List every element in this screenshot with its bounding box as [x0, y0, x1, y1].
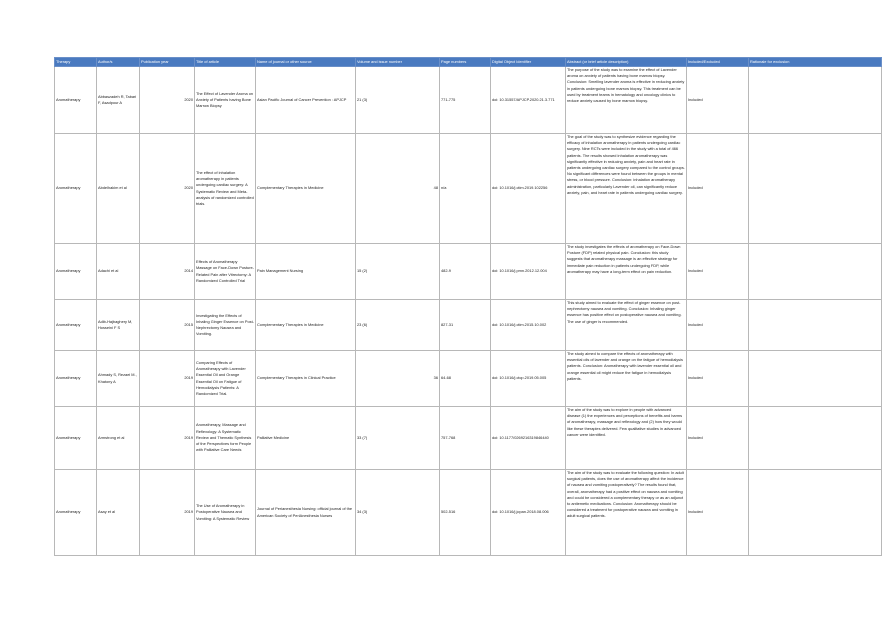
- table-row: [55, 300, 882, 351]
- cell-year: 2019: [140, 351, 195, 407]
- cell-abstract: The purpose of the study was to examine the effect of Lavender aroma on anxiety of patients having bone marrow biopsy. Conclusion: Smelling lavender aroma is effective in reducing anxiety in patients undergoing bone marrow biopsy. This treatment can be used by treatment teams in hematology and oncology clinics to reduce anxiety caused by bone marrow biopsy.: [566, 67, 687, 134]
- cell-abstract: The goal of the study was to synthesize evidence regarding the efficacy of inhalation aromatherapy in patients undergoing cardiac surgery. Nine RCTs were included in the study with a total of 466 patients. The results showed inhalation aromatherapy was significantly effective in reducing anxiety, pain and heart rate in patients undergoing cardiac surgery compared to the control groups. No significant differences were found between the groups in mental stress, or blood pressure. Conclusion: inhalation aromatherapy administration, particularly Lavender oil, can significantly reduce anxiety, pain, and heart rate in patients undergoing cardiac surgery.: [566, 134, 687, 244]
- cell-volume: 48: [356, 134, 440, 244]
- table-row: [55, 407, 882, 470]
- header-abstract: Abstract (or brief article description): [566, 58, 687, 67]
- header-rationale: Rationale for exclusion: [749, 58, 882, 67]
- cell-rationale: [749, 470, 882, 556]
- cell-therapy: Aromatherapy: [55, 300, 97, 351]
- cell-pages: 502-516: [440, 470, 491, 556]
- cell-volume: 23 (6): [356, 300, 440, 351]
- cell-therapy: Aromatherapy: [55, 351, 97, 407]
- cell-volume: 15 (2): [356, 244, 440, 300]
- cell-title: Aromatherapy, Massage and Reflexology: A Systematic Review and Thematic Synthesis of the Perspectives form People with Palliative Care Needs: [195, 407, 256, 470]
- header-therapy: Therapy: [55, 58, 97, 67]
- cell-volume: 36: [356, 351, 440, 407]
- cell-included: Included: [687, 407, 749, 470]
- cell-doi: doi: 10.1016/j.ctim.2019.102256: [491, 134, 566, 244]
- cell-therapy: Aromatherapy: [55, 67, 97, 134]
- cell-authors: Adib-Hajbaghery M, Hosseini F S: [97, 300, 140, 351]
- cell-doi: doi: 10.31557/APJCP.2020.21.3.771: [491, 67, 566, 134]
- cell-abstract: The study aimed to compare the effects of aromatherapy with essential oils of lavender and orange on the fatigue of hemodialysis patients. Conclusion: Aromatherapy with lavender essential oil and orange essential oil might reduce the fatigue in hemodialysis patients.: [566, 351, 687, 407]
- cell-title: Investigating the Effects of Inhaling Ginger Essence on Post-Nephrectomy Nausea and Vomiting.: [195, 300, 256, 351]
- cell-volume: 33 (7): [356, 407, 440, 470]
- cell-doi: doi: 10.1016/j.jopan.2018.08.006: [491, 470, 566, 556]
- cell-journal: Complementary Therapies in Medicine: [256, 300, 356, 351]
- header-included: Included/Excluded: [687, 58, 749, 67]
- cell-pages: 757-768: [440, 407, 491, 470]
- cell-pages: 771-775: [440, 67, 491, 134]
- cell-pages: 64-68: [440, 351, 491, 407]
- header-row: [55, 58, 882, 67]
- cell-abstract: This study aimed to evaluate the effect of ginger essence on post-nephrectomy nausea and vomiting. Conclusion: Inhaling ginger essence has positive effect on postoperative nausea and vomiting. The use of ginger is recommended.: [566, 300, 687, 351]
- cell-journal: Palliative Medicine: [256, 407, 356, 470]
- cell-title: The Use of Aromatherapy in Postoperative Nausea and Vomiting: A Systematic Review: [195, 470, 256, 556]
- cell-journal: Complementary Therapies in Medicine: [256, 134, 356, 244]
- cell-included: Included: [687, 300, 749, 351]
- cell-volume: 34 (3): [356, 470, 440, 556]
- cell-abstract: The aim of the study was to evaluate the following question: In adult surgical patients, does the use of aromatherapy affect the incidence of nausea and vomiting postoperatively? The results found that, overall, aromatherapy had a positive effect on nausea and vomiting and could be considered a complementary therapy or as an adjunct to antiemetic medications. Conclusion: Aromatherapy should be considered a treatment for postoperative nausea and vomiting in adult surgical patients.: [566, 470, 687, 556]
- cell-authors: Ahmady S, Rezaei M., Khatony A: [97, 351, 140, 407]
- cell-rationale: [749, 300, 882, 351]
- cell-year: 2019: [140, 470, 195, 556]
- cell-title: Effects of Aromatherapy Massage on Face-Down Posture-Related Pain after Vitrectomy: A Randomized Controlled Trial: [195, 244, 256, 300]
- header-pages: Page numbers: [440, 58, 491, 67]
- cell-journal: Asian Pacific Journal of Cancer Prevention : APJCP: [256, 67, 356, 134]
- cell-title: The effect of inhalation aromatherapy in patients undergoing cardiac surgery: A Systematic Review and Meta-analysis of randomized controlled trials.: [195, 134, 256, 244]
- cell-year: 2015: [140, 300, 195, 351]
- cell-pages: n/a: [440, 134, 491, 244]
- header-doi: Digital Object Identifier: [491, 58, 566, 67]
- table-row: [55, 470, 882, 556]
- cell-abstract: The aim of the study was to explore in people with advanced disease (1) the experiences and perceptions of benefits and harms of aromatherapy, massage and reflexology and (2) how they would like these therapies delivered. Few qualitative studies in advanced cancer were identified.: [566, 407, 687, 470]
- cell-authors: Adachi et al: [97, 244, 140, 300]
- cell-rationale: [749, 67, 882, 134]
- table-row: [55, 67, 882, 134]
- cell-abstract: The study investigates the effects of aromatherapy on Face-Down Posture (FDP) related physical pain. Conclusion: this study suggests that aromatherapy massage is an effective strategy for immediate pain reduction in patients undergoing FDP, while aromatherapy may have a long-term effect on pain reduction.: [566, 244, 687, 300]
- cell-pages: 482-9: [440, 244, 491, 300]
- cell-volume: 21 (3): [356, 67, 440, 134]
- cell-included: Included: [687, 134, 749, 244]
- cell-year: 2014: [140, 244, 195, 300]
- cell-journal: Journal of Perianesthesia Nursing: official journal of the American Society of PeriAnesthesia Nurses: [256, 470, 356, 556]
- header-title: Title of article: [195, 58, 256, 67]
- cell-journal: Pain Management Nursing: [256, 244, 356, 300]
- cell-included: Included: [687, 470, 749, 556]
- cell-rationale: [749, 244, 882, 300]
- cell-therapy: Aromatherapy: [55, 407, 97, 470]
- cell-year: 2020: [140, 67, 195, 134]
- table-row: [55, 351, 882, 407]
- cell-rationale: [749, 407, 882, 470]
- cell-authors: Abdelhakim et al: [97, 134, 140, 244]
- cell-year: 2019: [140, 407, 195, 470]
- cell-journal: Complementary Therapies in Clinical Practice: [256, 351, 356, 407]
- cell-doi: doi: 10.1177/0269216319846440: [491, 407, 566, 470]
- cell-rationale: [749, 351, 882, 407]
- header-year: Publication year: [140, 58, 195, 67]
- header-volume: Volume and issue number: [356, 58, 440, 67]
- cell-pages: 827-31: [440, 300, 491, 351]
- cell-authors: Asay et al: [97, 470, 140, 556]
- table-row: [55, 244, 882, 300]
- cell-therapy: Aromatherapy: [55, 470, 97, 556]
- cell-title: The Effect of Lavender Aroma on Anxiety of Patients having Bone Marrow Biopsy: [195, 67, 256, 134]
- cell-therapy: Aromatherapy: [55, 134, 97, 244]
- literature-table: [54, 57, 882, 556]
- cell-authors: Abbaszadeh R, Tabari F, Asadpour A: [97, 67, 140, 134]
- header-journal: Name of journal or other source: [256, 58, 356, 67]
- cell-included: Included: [687, 244, 749, 300]
- cell-title: Comparing Effects of Aromatherapy with Lavender Essential Oil and Orange Essential Oil on Fatigue of Hemodialysis Patients: A Randomized Trial.: [195, 351, 256, 407]
- cell-year: 2020: [140, 134, 195, 244]
- table-row: [55, 134, 882, 244]
- cell-rationale: [749, 134, 882, 244]
- cell-doi: doi: 10.1016/j.pmn.2012.12.004: [491, 244, 566, 300]
- cell-therapy: Aromatherapy: [55, 244, 97, 300]
- cell-included: Included: [687, 351, 749, 407]
- cell-included: Included: [687, 67, 749, 134]
- cell-doi: doi: 10.1016/j.ctim.2015.10.002: [491, 300, 566, 351]
- header-authors: Author/s: [97, 58, 140, 67]
- cell-doi: doi: 10.1016/j.ctcp.2019.05.005: [491, 351, 566, 407]
- cell-authors: Armstrong et al: [97, 407, 140, 470]
